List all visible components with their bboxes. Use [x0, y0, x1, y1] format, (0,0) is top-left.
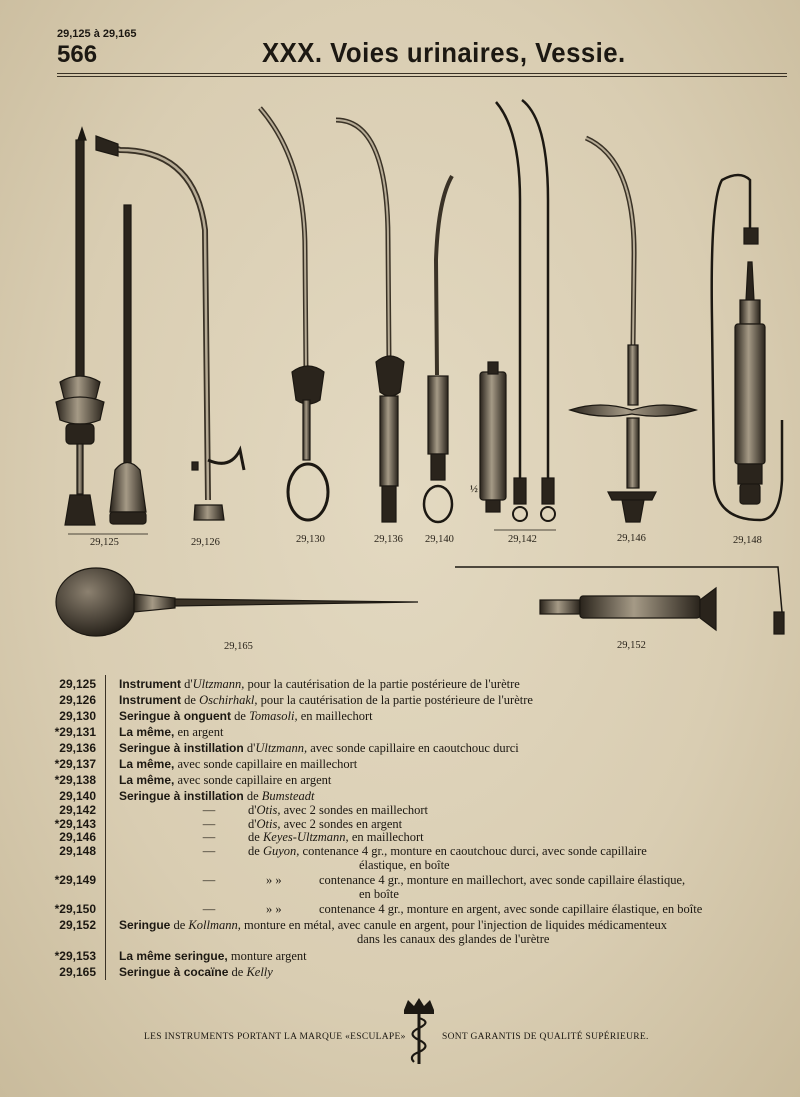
figure-label: 29,140 — [425, 534, 454, 545]
instrument-29130 — [260, 108, 328, 520]
page-number: 566 — [57, 41, 98, 68]
list-item: 29,126 Instrument de Oschirhakl, pour la cautérisation de la partie postérieure de l'urètre — [59, 693, 533, 707]
list-item: *29,143 — d'Otis, avec 2 sondes en argent — [54, 816, 403, 831]
list-item: *29,150 — » » contenance 4 gr., monture en argent, avec sonde capillaire élastique, en boîte — [54, 901, 703, 916]
figure-label: 29,152 — [617, 640, 646, 651]
list-item: *29,131 La même, en argent — [54, 725, 224, 739]
figure-label: 29,125 — [90, 537, 119, 548]
instrument-29136 — [336, 120, 404, 522]
instrument-29125 — [56, 128, 148, 534]
figure-label: 29,142 — [508, 534, 537, 545]
list-item: 29,125 Instrument d'Ultzmann, pour la cautérisation de la partie postérieure de l'urètre — [59, 677, 520, 691]
instrument-29165 — [56, 568, 418, 636]
figure-label: 29,165 — [224, 641, 253, 652]
list-item: 29,136 Seringue à instillation d'Ultzmann, avec sonde capillaire en caoutchouc durci — [59, 741, 519, 755]
list-item: *29,138 La même, avec sonde capillaire en argent — [54, 773, 332, 787]
half-mark: ½ — [470, 484, 478, 495]
figure-label: 29,136 — [374, 534, 403, 545]
esculape-logo-icon — [398, 996, 440, 1066]
instrument-29148 — [712, 175, 782, 520]
figure-label: 29,148 — [733, 535, 762, 546]
list-item: *29,153 La même seringue, monture argent — [54, 948, 307, 963]
instrument-29126 — [96, 136, 244, 520]
instrument-29140 — [424, 176, 452, 522]
list-item: 29,152 Seringue de Kollmann, monture en métal, avec canule en argent, pour l'injection de liquides médicamenteux dans les canaux des glandes de l'urètre — [59, 917, 668, 946]
list-item: 29,130 Seringue à onguent de Tomasoli, en maillechort — [59, 709, 373, 723]
list-item: 29,146 — de Keyes-Ultzmann, en maillechort — [59, 830, 424, 844]
footer-left: LES INSTRUMENTS PORTANT LA MARQUE «ESCULAPE» — [144, 1032, 406, 1042]
list-item: 29,165 Seringue à cocaïne de Kelly — [59, 964, 273, 979]
instrument-29142 — [480, 100, 556, 530]
list-item: 29,148 — de Guyon, contenance 4 gr., monture en caoutchouc durci, avec sonde capillaire élastique, en boîte — [59, 843, 647, 872]
instrument-29146 — [570, 138, 696, 522]
figure-label: 29,126 — [191, 537, 220, 548]
figure-label: 29,130 — [296, 534, 325, 545]
instrument-29152 — [455, 567, 784, 634]
page-title: XXX. Voies urinaires, Vessie. — [262, 37, 626, 68]
list-item: 29,140 Seringue à instillation de Bumsteadt — [59, 789, 315, 803]
list-item: *29,137 La même, avec sonde capillaire en maillechort — [54, 757, 358, 771]
list-item: *29,149 — » » contenance 4 gr., monture en maillechort, avec sonde capillaire élastique, en boîte — [54, 872, 686, 901]
list-item: 29,142 — d'Otis, avec 2 sondes en maillechort — [59, 803, 429, 817]
figure-label: 29,146 — [617, 533, 646, 544]
page-range: 29,125 à 29,165 — [57, 28, 137, 40]
item-list — [40, 677, 800, 981]
footer-right: SONT GARANTIS DE QUALITÉ SUPÉRIEURE. — [442, 1032, 649, 1042]
